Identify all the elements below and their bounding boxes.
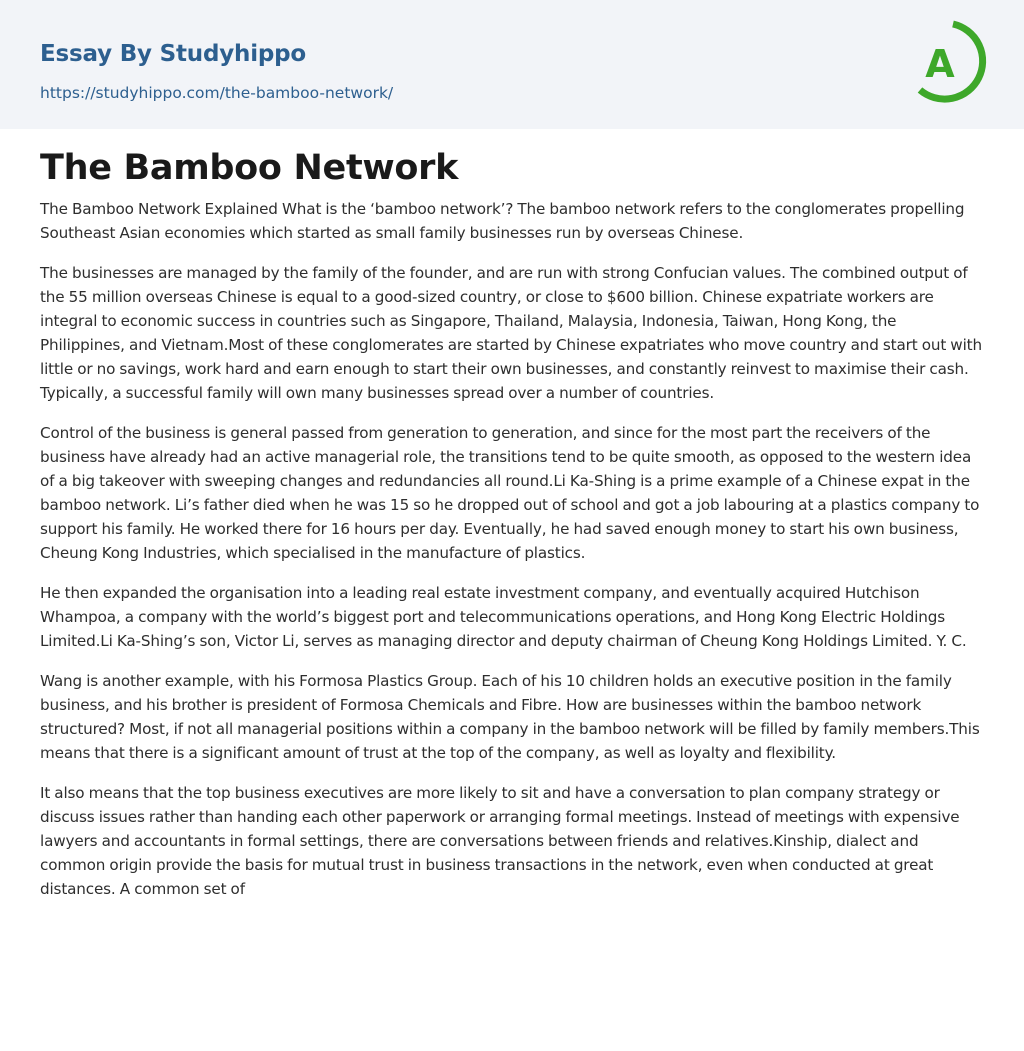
page-title: The Bamboo Network (40, 148, 459, 188)
essay-paragraph-6: It also means that the top business executives are more likely to sit and have a conversation to plan company strategy or discuss issues rather than handing each other paperwork or arranging formal meetings. Instead of meetings with expensive lawyers and accountants in formal settings, there are conversations between friends and relatives.Kinship, dialect and common origin provide the basis for mutual trust in business transactions in the network, even when conducted at great distances. A common set of (40, 784, 960, 898)
essay-url-link[interactable]: https://studyhippo.com/the-bamboo-network/ (40, 84, 394, 102)
essay-paragraph-4: He then expanded the organisation into a leading real estate investment company, and eventually acquired Hutchison Whampoa, a company with the world’s biggest port and telecommunications operations, and Hong Kong Electric Holdings Limited.Li Ka-Shing’s son, Victor Li, serves as managing director and deputy chairman of Cheung Kong Holdings Limited. Y. C. (40, 584, 967, 650)
essay-paragraph-1: The Bamboo Network Explained What is the ‘bamboo network’? The bamboo network refers to the conglomerates propelling Southeast Asian economies which started as small family businesses run by overseas Chinese. (40, 200, 965, 242)
logo-letter: A (925, 42, 955, 86)
brand-title[interactable]: Essay By Studyhippo (40, 41, 307, 67)
studyhippo-logo-icon[interactable] (913, 20, 987, 106)
essay-paragraph-3: Control of the business is general passed from generation to generation, and since for the most part the receivers of the business have already had an active managerial role, the transitions tend to be quite smooth, as opposed to the western idea of a big takeover with sweeping changes and redundancies all round.Li Ka-Shing is a prime example of a Chinese expat in the bamboo network. Li’s father died when he was 15 so he dropped out of school and got a job labouring at a plastics company to support his family. He worked there for 16 hours per day. Eventually, he had saved enough money to start his own business, Cheung Kong Industries, which specialised in the manufacture of plastics. (40, 424, 980, 562)
essay-paragraph-2: The businesses are managed by the family of the founder, and are run with strong Confucian values. The combined output of the 55 million overseas Chinese is equal to a good-sized country, or close to $600 billion. Chinese expatriate workers are integral to economic success in countries such as Singapore, Thailand, Malaysia, Indonesia, Taiwan, Hong Kong, the Philippines, and Vietnam.Most of these conglomerates are started by Chinese expatriates who move country and start out with little or no savings, work hard and earn enough to start their own businesses, and constantly reinvest to maximise their cash. Typically, a successful family will own many businesses spread over a number of countries. (40, 264, 982, 402)
essay-paragraph-5: Wang is another example, with his Formosa Plastics Group. Each of his 10 children holds an executive position in the family business, and his brother is president of Formosa Chemicals and Fibre. How are businesses within the bamboo network structured? Most, if not all managerial positions within a company in the bamboo network will be filled by family members.This means that there is a significant amount of trust at the top of the company, as well as loyalty and flexibility. (40, 672, 980, 762)
essay-content (40, 145, 984, 917)
site-header (0, 0, 1024, 129)
